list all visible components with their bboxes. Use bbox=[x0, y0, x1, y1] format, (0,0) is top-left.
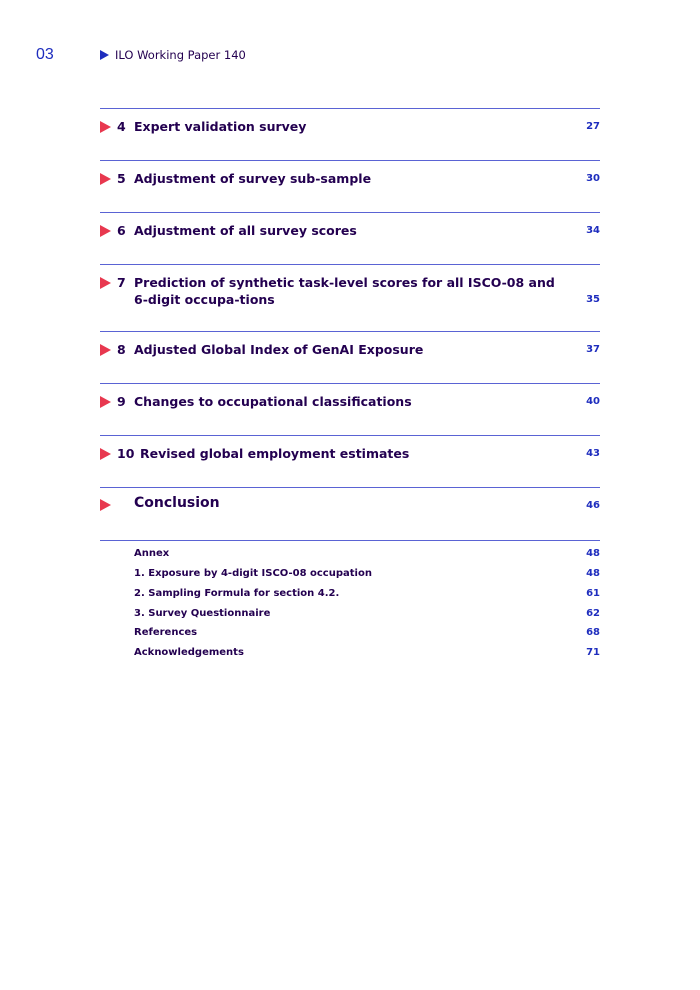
divider bbox=[100, 160, 600, 161]
page-ref[interactable]: 34 bbox=[586, 225, 600, 236]
section-number: 10 bbox=[117, 446, 135, 461]
page-ref[interactable]: 37 bbox=[586, 344, 600, 355]
running-header bbox=[100, 48, 246, 62]
divider bbox=[100, 487, 600, 488]
section-title[interactable]: Adjusted Global Index of GenAI Exposure bbox=[134, 342, 424, 357]
divider bbox=[100, 212, 600, 213]
section-title[interactable]: Expert validation survey bbox=[134, 119, 307, 134]
section-title[interactable]: Changes to occupational classifications bbox=[134, 394, 412, 409]
page-ref[interactable]: 62 bbox=[586, 608, 600, 619]
publication-title: ILO Working Paper 140 bbox=[115, 48, 246, 62]
page-ref[interactable]: 71 bbox=[586, 647, 600, 658]
arrow-icon bbox=[100, 344, 111, 356]
arrow-icon bbox=[100, 499, 111, 511]
divider bbox=[100, 108, 600, 109]
arrow-icon bbox=[100, 448, 111, 460]
page-ref[interactable]: 30 bbox=[586, 173, 600, 184]
section-title[interactable]: Adjustment of all survey scores bbox=[134, 223, 357, 238]
divider bbox=[100, 435, 600, 436]
divider bbox=[100, 331, 600, 332]
annex-title[interactable]: 1. Exposure by 4-digit ISCO-08 occupation bbox=[134, 568, 372, 579]
annex-entry[interactable] bbox=[134, 647, 600, 658]
annex-title[interactable]: Acknowledgements bbox=[134, 647, 244, 658]
arrow-icon bbox=[100, 396, 111, 408]
divider bbox=[100, 264, 600, 265]
page-ref[interactable]: 27 bbox=[586, 121, 600, 132]
page-ref[interactable]: 68 bbox=[586, 627, 600, 638]
arrow-icon bbox=[100, 121, 111, 133]
section-number: 7 bbox=[117, 275, 126, 290]
section-number: 8 bbox=[117, 342, 126, 357]
annex-entry[interactable] bbox=[134, 588, 600, 599]
annex-entry[interactable] bbox=[134, 568, 600, 579]
section-title[interactable]: Revised global employment estimates bbox=[140, 446, 410, 461]
page-ref[interactable]: 48 bbox=[586, 568, 600, 579]
section-number: 4 bbox=[117, 119, 126, 134]
arrow-icon bbox=[100, 173, 111, 185]
page-ref[interactable]: 48 bbox=[586, 548, 600, 559]
page-ref[interactable]: 35 bbox=[586, 294, 600, 305]
annex-title[interactable]: Annex bbox=[134, 548, 170, 559]
annex-entry[interactable] bbox=[134, 627, 600, 638]
arrow-icon bbox=[100, 225, 111, 237]
section-title[interactable]: Adjustment of survey sub-sample bbox=[134, 171, 372, 186]
page-ref[interactable]: 61 bbox=[586, 588, 600, 599]
section-title[interactable]: Conclusion bbox=[134, 495, 220, 511]
page-ref[interactable]: 46 bbox=[586, 500, 600, 511]
triangle-icon bbox=[100, 50, 109, 60]
annex-title[interactable]: References bbox=[134, 627, 198, 638]
section-number: 6 bbox=[117, 223, 126, 238]
page-ref[interactable]: 43 bbox=[586, 448, 600, 459]
page-number: 03 bbox=[36, 46, 54, 63]
annex-entry[interactable] bbox=[134, 608, 600, 619]
annex-title[interactable]: 3. Survey Questionnaire bbox=[134, 608, 271, 619]
section-number: 9 bbox=[117, 394, 126, 409]
arrow-icon bbox=[100, 277, 111, 289]
section-title[interactable]: Prediction of synthetic task-level scores for all ISCO-08 and 6-digit occupa-tions bbox=[134, 275, 555, 307]
section-number: 5 bbox=[117, 171, 126, 186]
divider bbox=[100, 383, 600, 384]
page-ref[interactable]: 40 bbox=[586, 396, 600, 407]
annex-entry[interactable] bbox=[134, 548, 600, 559]
annex-title[interactable]: 2. Sampling Formula for section 4.2. bbox=[134, 588, 340, 599]
divider bbox=[100, 540, 600, 541]
